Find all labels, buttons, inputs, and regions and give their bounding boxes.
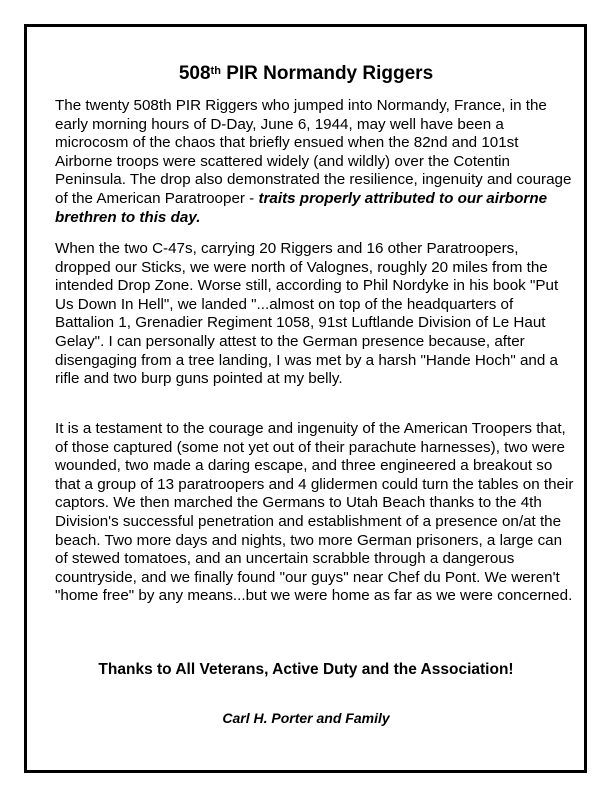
- title-text: PIR Normandy Riggers: [220, 63, 434, 84]
- paragraph-intro: [55, 97, 575, 227]
- signature: Carl H. Porter and Family: [222, 710, 390, 726]
- paragraph-drop-text: When the two C-47s, carrying 20 Riggers and 16 other Paratroopers, dropped our Sticks, we were north of Valognes, roughly 20 miles from the intended Drop Zone. Worse still, according to Phil Nordyke in his book "Put Us Down In Hell", we landed "...almost on top of the headquarters of Battalion 1, Grenadier Regiment 1058, 91st Luftlande Division of Le Haut Gelay". I can personally attest to the German presence because, after disengaging from a tree landing, I was met by a harsh "Hande Hoch" and a rifle and two burp guns pointed at my belly.: [55, 240, 559, 388]
- paragraph-intro-emphasis: traits properly attributed to our airborne brethren to this day.: [55, 189, 548, 226]
- paragraph-drop: [55, 240, 575, 389]
- paragraph-testament-text: It is a testament to the courage and ingenuity of the American Troopers that, of those captured (some not yet out of their parachute harnesses), two were wounded, two made a daring escape, and three engineered a breakout so that a group of 13 paratroopers and 4 glidermen could turn the tables on their captors. We then marched the Germans to Utah Beach thanks to the 4th Division's successful penetration and establishment of a presence on/at the beach. Two more days and nights, two more German prisoners, a large can of stewed tomatoes, and an uncertain scrabble through a dangerous countryside, and we finally found "our guys" near Chef du Pont. We weren't "home free" by any means...but we were home as far as we were concerned.: [55, 420, 574, 605]
- page-title: [0, 63, 612, 85]
- title-number: 508: [178, 63, 211, 84]
- paragraph-intro-text: The twenty 508th PIR Riggers who jumped into Normandy, France, in the early morning hours of D-Day, June 6, 1944, may well have been a microcosm of the chaos that briefly ensued when the 82nd and 101st Airborne troops were scattered widely (and wildly) over the Cotentin Peninsula. The drop also demonstrated the resilience, ingenuity and courage of the American Paratrooper -: [55, 97, 572, 207]
- paragraph-testament: [55, 420, 575, 606]
- thanks-heading: Thanks to All Veterans, Active Duty and the Association!: [98, 661, 514, 678]
- title-superscript: th: [210, 65, 221, 77]
